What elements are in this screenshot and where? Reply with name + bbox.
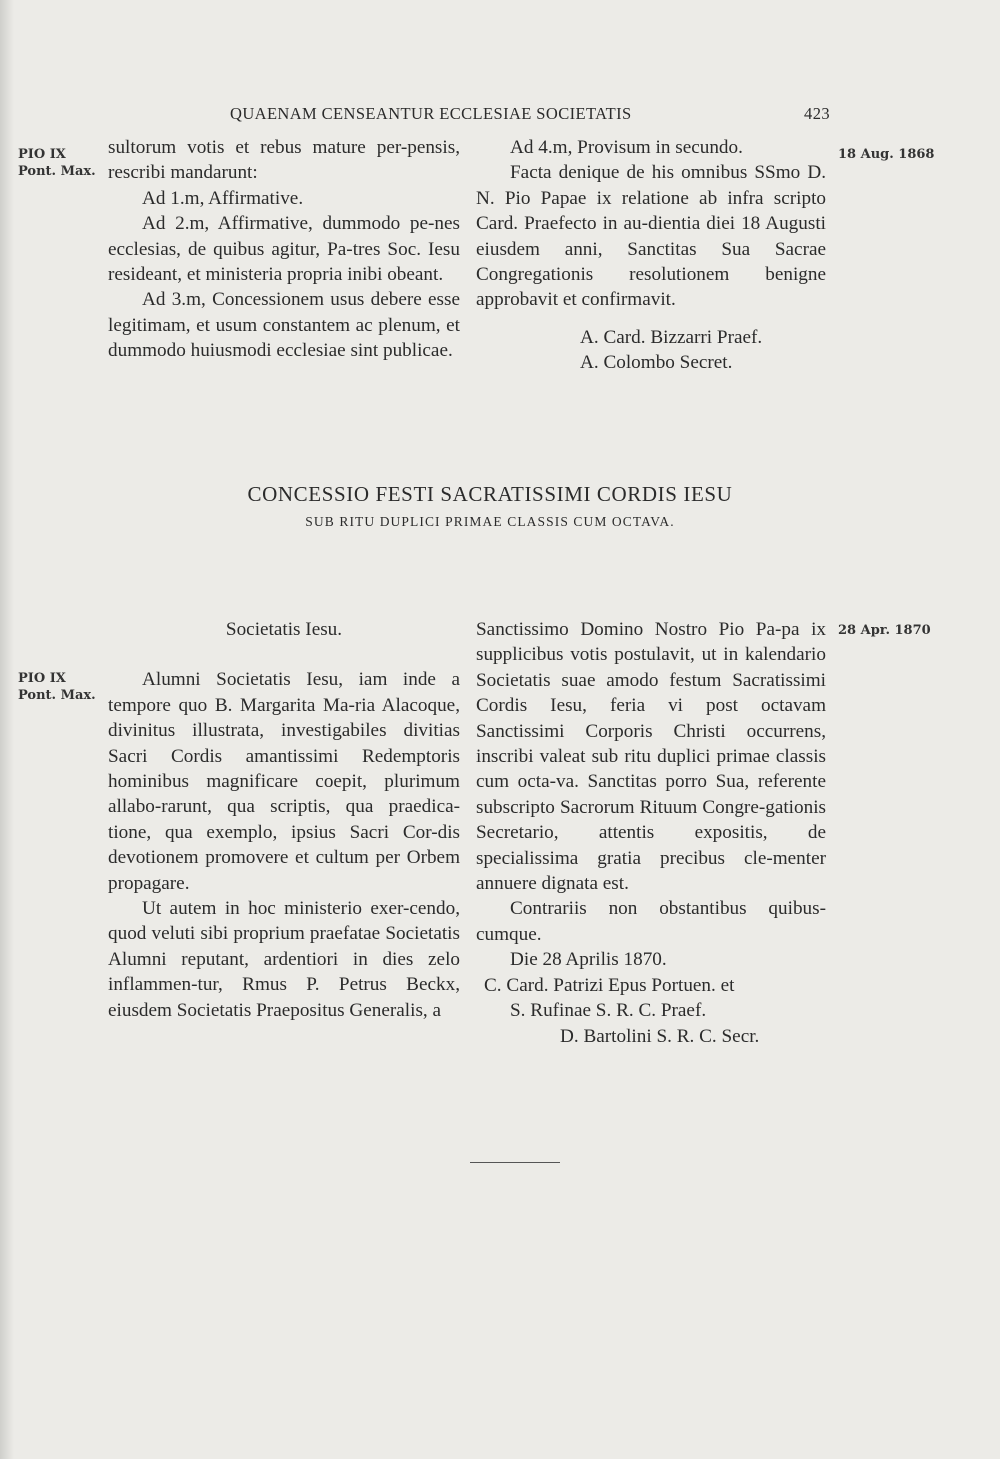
paragraph: Facta denique de his omnibus SSmo D. N. Pio Papae ix relatione ab infra scripto Card. Praefecto in au-dientia diei 18 Augusti eiusdem anni, Sanctitas Sua Sacrae Congregationis resolutionem benigne approbavit et confirmavit. [476, 162, 826, 311]
bottom-left-column [108, 617, 460, 1023]
paragraph: Die 28 Aprilis 1870. [510, 949, 667, 971]
paragraph: Ut autem in hoc ministerio exer-cendo, quod veluti sibi proprium praefatae Societatis Alumni reputant, ardentiori in dies zelo inflammen-tur, Rmus P. Petrus Beckx, eiusdem Societatis Praepositus Generalis, a [108, 898, 460, 1021]
top-right-column [476, 135, 826, 376]
margin-note-line: Pont. Max. [18, 688, 96, 703]
running-head: QUAENAM CENSEANTUR ECCLESIAE SOCIETATIS [230, 104, 632, 123]
section-title-block [108, 480, 872, 530]
margin-note-line: PIO IX [18, 671, 66, 686]
paragraph: Alumni Societatis Iesu, iam inde a tempore quo B. Margarita Ma-ria Alacoque, divinitus illustrata, investigabiles divitias Sacri Cordis amantissimi Redemptoris hominibus magnificare coepit, plurimum allabo-rarunt, qua scriptis, qua praedica-tione, qua exemplo, ipsius Sacri Cor-dis devotionem promovere et cultum per Orbem propagare. [108, 669, 460, 894]
page-number: 423 [804, 104, 830, 123]
signature-line: S. Rufinae S. R. C. Praef. [510, 1000, 707, 1022]
margin-note-pope-1 [18, 146, 98, 180]
margin-note-date-2: 28 Apr. 1870 [838, 623, 931, 638]
margin-note-pope-2 [18, 670, 98, 704]
signature-line: C. Card. Patrizi Epus Portuen. et [484, 974, 735, 996]
paragraph: Sanctissimo Domino Nostro Pio Pa-pa ix supplicibus votis postulavit, ut in kalendario Societatis suae amodo festum Sacratissimi Cordis Iesu, feria vi post octavam Sanctissimi Corporis Christi occurrens, inscribi valeat sub ritu duplici primae classis cum octa-va. Sanctitas porro Sua, referente subscripto Sacrorum Rituum Congre-gationis Secretario, attentis expositis, de specialissima gratia precibus cle-menter annuere dignata est. [476, 619, 826, 895]
paragraph-heading: Societatis Iesu. [225, 619, 343, 640]
bottom-right-column [476, 617, 826, 1049]
footer-rule [470, 1162, 560, 1163]
paragraph: Ad 3.m, Concessionem usus debere esse legitimam, et usum constantem ac plenum, et dummodo huiusmodi ecclesiae sint publicae. [108, 289, 460, 362]
paragraph: Ad 4.m, Provisum in secundo. [510, 137, 743, 158]
paragraph: Ad 1.m, Affirmative. [142, 187, 304, 209]
top-left-column [108, 135, 460, 364]
paragraph: Ad 2.m, Affirmative, dummodo pe-nes ecclesias, de quibus agitur, Pa-tres Soc. Iesu resideant, et ministeria propria inibi obeant. [108, 213, 460, 286]
section-subtitle: SUB RITU DUPLICI PRIMAE CLASSIS CUM OCTAVA. [305, 514, 675, 529]
signature-line: A. Colombo Secret. [580, 352, 733, 374]
margin-note-line: PIO IX [18, 147, 66, 162]
binding-shadow [0, 0, 14, 1459]
margin-note-line: Pont. Max. [18, 164, 96, 179]
signature-line: A. Card. Bizzarri Praef. [580, 326, 763, 348]
paragraph: sultorum votis et rebus mature per-pensis, rescribi mandarunt: [108, 137, 460, 184]
page-header [230, 104, 830, 132]
paragraph: Contrariis non obstantibus quibus-cumque. [476, 898, 826, 945]
margin-note-date-1: 18 Aug. 1868 [838, 147, 935, 162]
signature-line: D. Bartolini S. R. C. Secr. [560, 1025, 760, 1047]
section-title: CONCESSIO FESTI SACRATISSIMI CORDIS IESU [247, 482, 733, 506]
